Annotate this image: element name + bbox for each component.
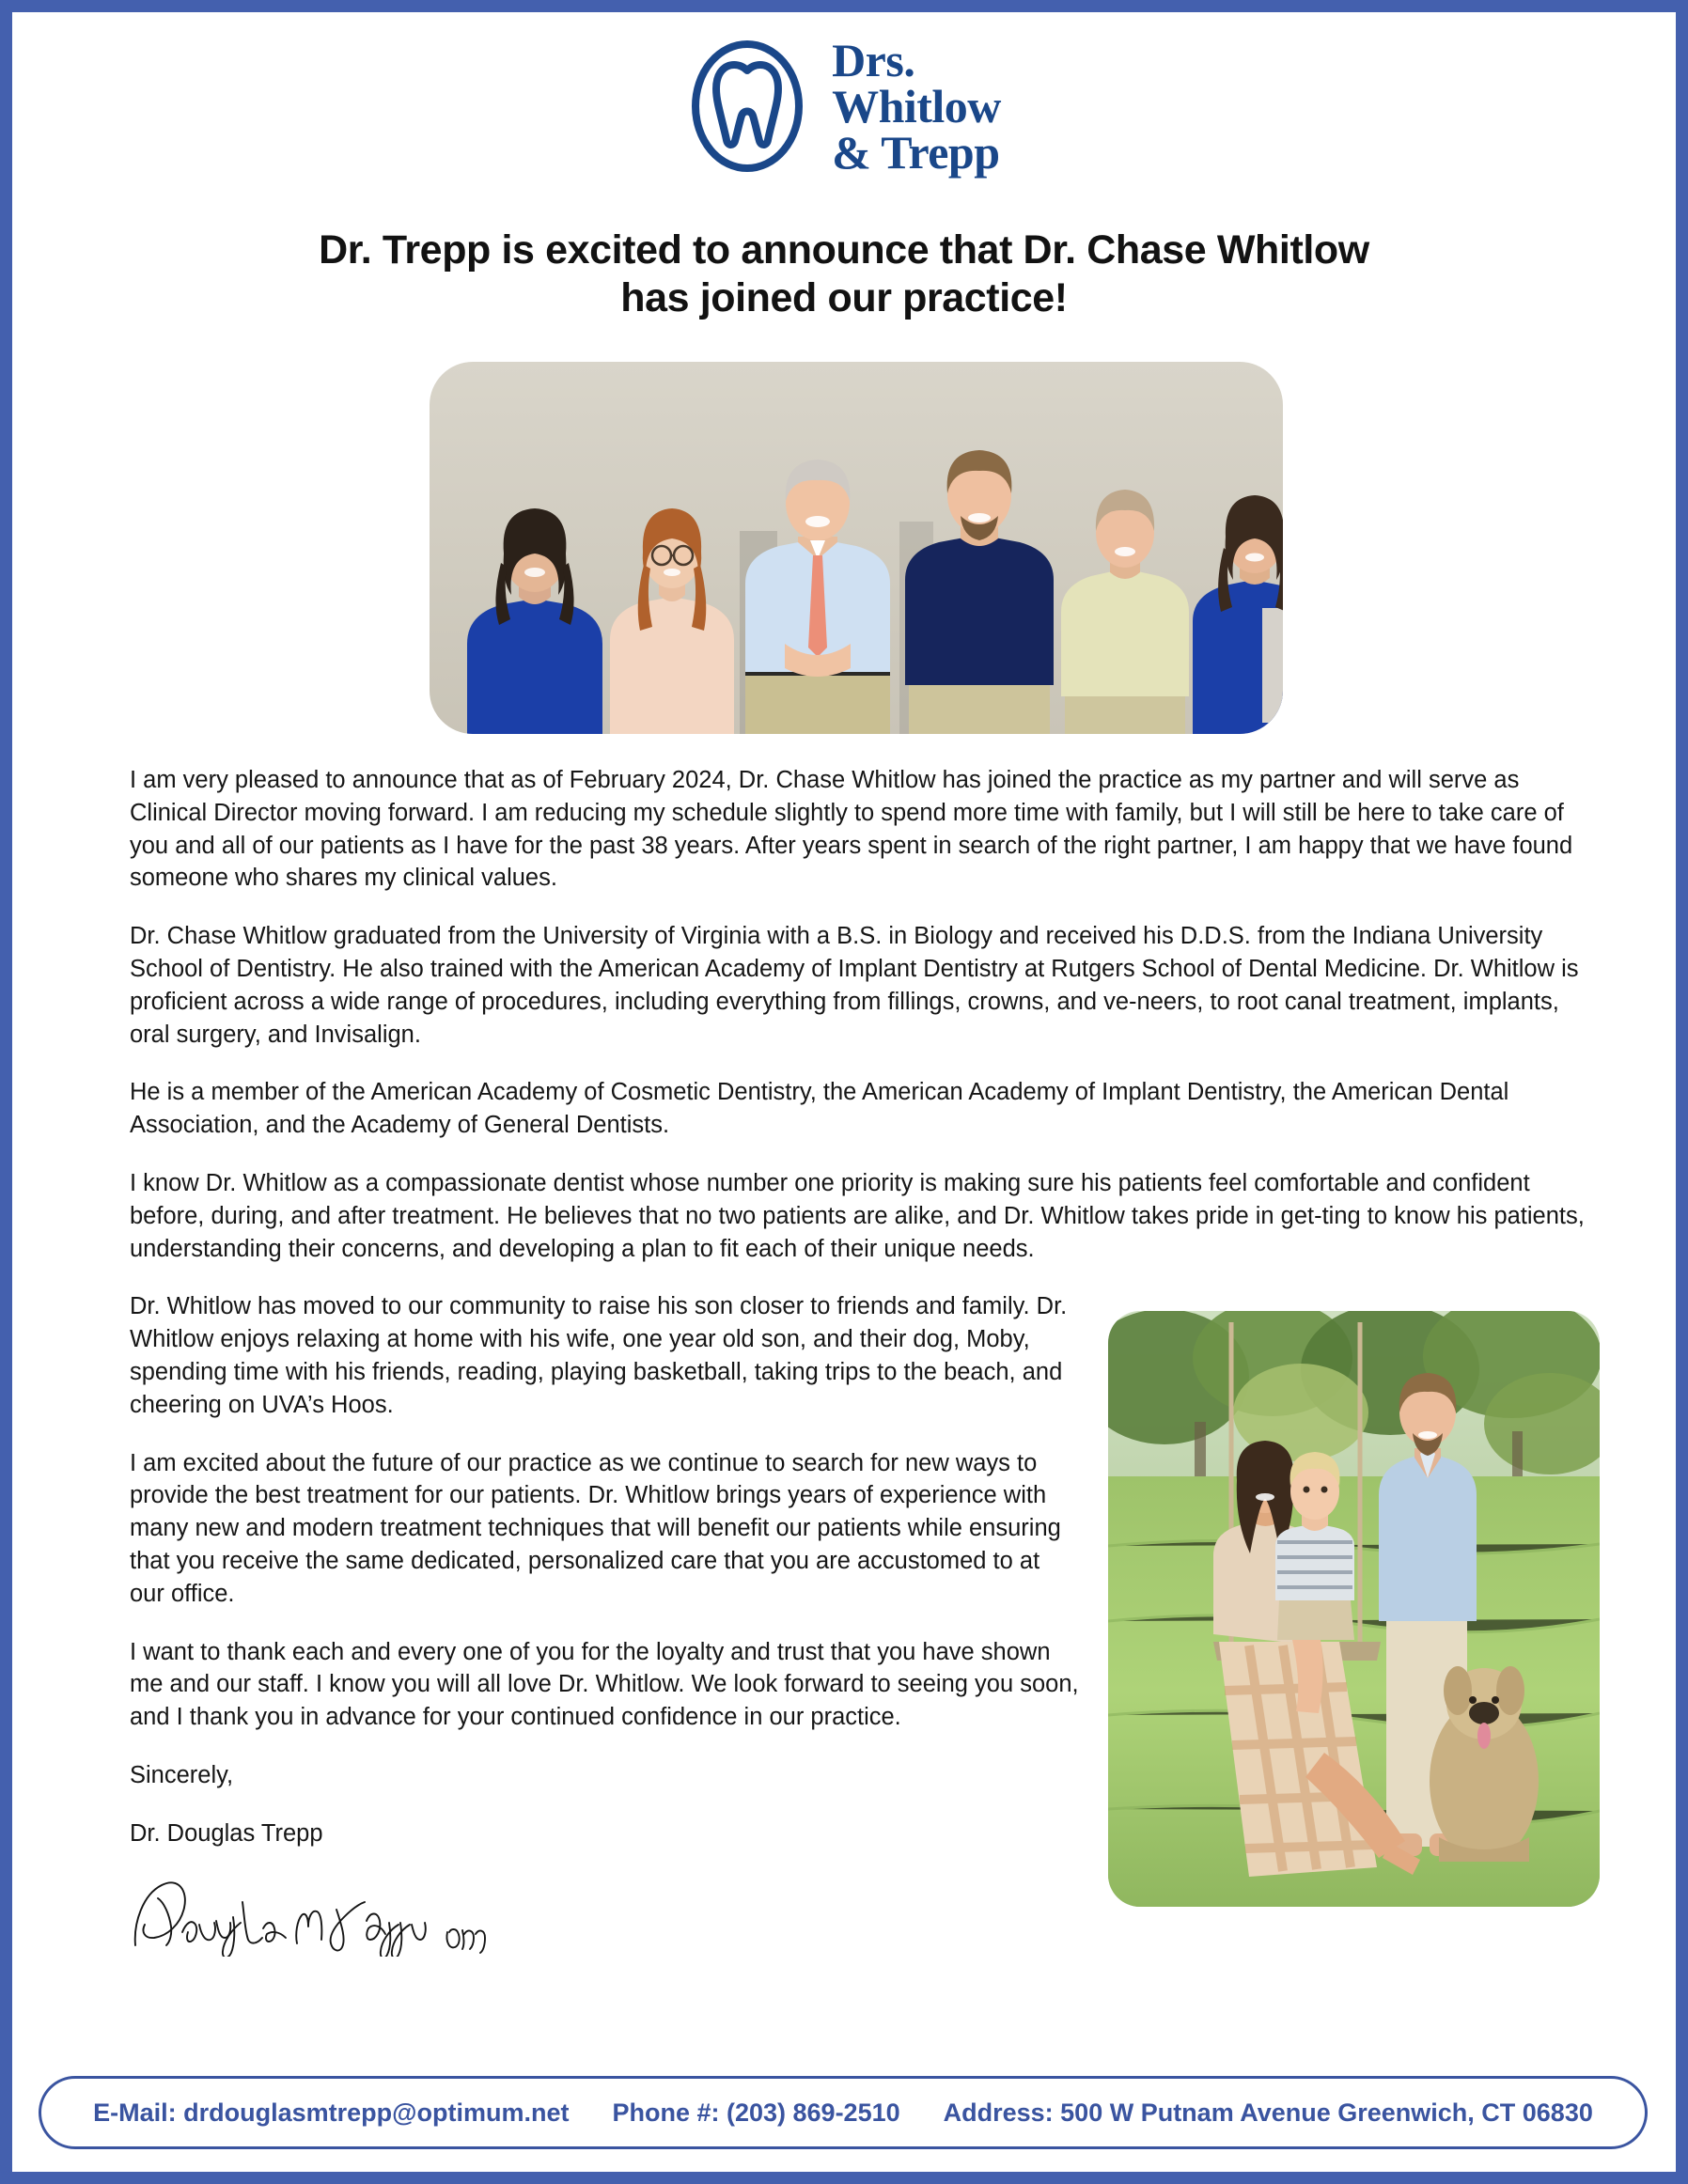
signer-name: Dr. Douglas Trepp [130, 1819, 323, 1847]
letter-closing: Sincerely, [130, 1761, 234, 1788]
footer-address: Address: 500 W Putnam Avenue Greenwich, CT 06830 [943, 2098, 1593, 2127]
letter-paragraph: I am very pleased to announce that as of February 2024, Dr. Chase Whitlow has joined the practice as my partner and will serve as Clinical Director moving forward. I am reducing my schedule slightly to spend more time with family, but I will still be here to take care of you and all of our patients as I have for the past 38 years. After years spent in search of the right partner, I am happy that we have found someone who shares my clinical values. [130, 767, 1573, 892]
letter-page [12, 12, 1676, 2172]
team-photo [430, 362, 1283, 734]
contact-footer [39, 2076, 1648, 2149]
logo-wordmark [832, 33, 1001, 179]
practice-logo [12, 33, 1676, 179]
logo-line-3: & Trepp [832, 125, 1000, 179]
headline-line-1: Dr. Trepp is excited to announce that Dr. Chase Whitlow [319, 227, 1369, 273]
letter-paragraph: Dr. Whitlow has moved to our community to raise his son closer to friends and family. Dr. Whitlow enjoys relaxing at home with his wife, one year old son, and their dog, Moby, spending time with his friends, reading, playing basketball, taking trips to the beach, and cheering on UVA’s Hoos. [130, 1293, 1068, 1418]
announcement-headline [12, 226, 1676, 321]
logo-line-1: Drs. [832, 33, 915, 86]
letter-paragraph: I know Dr. Whitlow as a compassionate dentist whose number one priority is making sure his patients feel comfortable and confident before, during, and after treatment. He believes that no two patients are alike, and Dr. Whitlow takes pride in get-ting to know his patients, understanding their concerns, and developing a plan to fit each of their unique needs. [130, 1169, 1585, 1262]
letter-paragraph: Dr. Chase Whitlow graduated from the University of Virginia with a B.S. in Biology and received his D.D.S. from the Indiana University School of Dentistry. He also trained with the American Academy of Implant Dentistry at Rutgers School of Dental Medicine. Dr. Whitlow is proficient across a wide range of procedures, including everything from fillings, crowns, and ve-neers, to root canal treatment, implants, oral surgery, and Invisalign. [130, 923, 1579, 1048]
handwritten-signature [130, 1876, 534, 1957]
footer-email[interactable]: E-Mail: drdouglasmtrepp@optimum.net [93, 2098, 570, 2127]
letter-paragraph: I want to thank each and every one of you for the loyalty and trust that you have shown me and our staff. I know you will all love Dr. Whitlow. We look forward to seeing you soon, and I thank you in advance for your continued confidence in our practice. [130, 1638, 1079, 1731]
logo-line-2: Whitlow [832, 79, 1001, 133]
letter-paragraph: I am excited about the future of our practice as we continue to search for new ways to provide the best treatment for our patients. Dr. Whitlow brings years of experience with many new and modern treatment techniques that will benefit our patients while ensuring that you receive the same dedicated, personalized care that you are accustomed to at our office. [130, 1449, 1061, 1607]
headline-line-2: has joined our practice! [620, 274, 1068, 320]
letter-paragraph: He is a member of the American Academy of Cosmetic Dentistry, the American Academy of Implant Dentistry, the American Dental Association, and the Academy of General Dentists. [130, 1079, 1509, 1139]
tooth-in-oval-icon [687, 37, 807, 176]
letter-body [130, 764, 1596, 1957]
footer-phone[interactable]: Phone #: (203) 869-2510 [612, 2098, 900, 2127]
